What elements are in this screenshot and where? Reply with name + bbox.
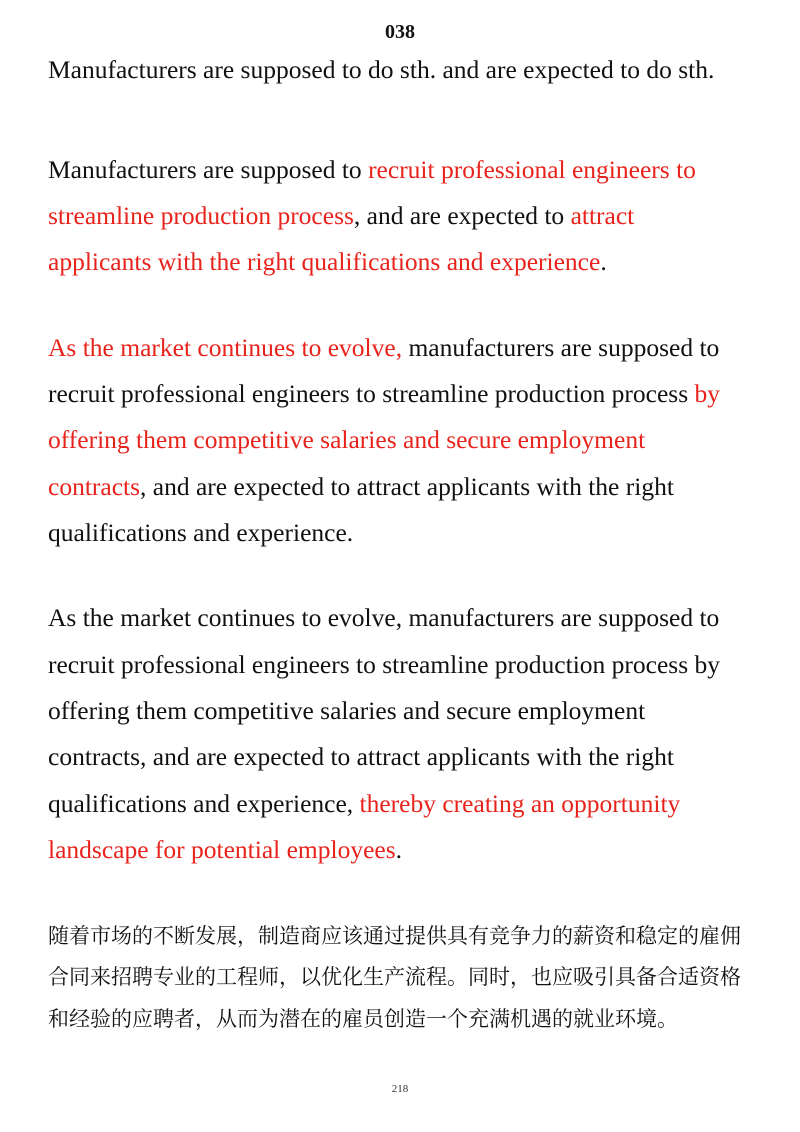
paragraph-2-line-2 <box>48 378 720 410</box>
chinese-line-3: 和经验的应聘者，从而为潜在的雇员创造一个充满机遇的就业环境。 <box>48 1007 678 1031</box>
paragraph-3-line-4: contracts, and are expected to attract applicants with the right <box>48 742 674 771</box>
plain-text: . <box>395 835 403 864</box>
chinese-line-1: 随着市场的不断发展，制造商应该通过提供具有竞争力的薪资和稳定的雇佣 <box>48 924 741 948</box>
highlighted-text: thereby creating an opportunity <box>359 789 681 818</box>
paragraph-2-line-4 <box>48 471 674 503</box>
paragraph-1-line-2 <box>48 200 634 232</box>
plain-text: . <box>600 247 607 276</box>
highlighted-text: applicants with the right qualifications and experience <box>48 247 601 276</box>
highlighted-text: by <box>694 379 721 408</box>
plain-text: Manufacturers are supposed to <box>48 155 369 184</box>
page-header-number: 038 <box>385 21 415 43</box>
chinese-line-2: 合同来招聘专业的工程师，以优化生产流程。同时，也应吸引具备合适资格 <box>48 965 741 989</box>
paragraph-2-line-5: qualifications and experience. <box>48 518 354 547</box>
paragraph-2-line-3: offering them competitive salaries and secure employment <box>48 425 646 454</box>
paragraph-2-line-1 <box>48 332 719 364</box>
paragraph-3-line-6 <box>48 834 402 866</box>
plain-text: manufacturers are supposed to <box>402 333 720 362</box>
highlighted-text: streamline production process <box>48 201 354 230</box>
page-footer-number: 218 <box>391 1083 409 1095</box>
highlighted-text: As the market continues to evolve, <box>48 333 403 362</box>
plain-text: recruit professional engineers to streamline production process <box>48 379 695 408</box>
highlighted-text: recruit professional engineers to <box>368 155 696 184</box>
highlighted-text: attract <box>570 201 635 230</box>
paragraph-1-line-1 <box>48 154 696 186</box>
plain-text: qualifications and experience, <box>48 789 360 818</box>
plain-text: , and are expected to <box>353 201 571 230</box>
paragraph-3-line-3: offering them competitive salaries and secure employment <box>48 696 646 725</box>
highlighted-text: contracts <box>48 472 141 501</box>
paragraph-3-line-5 <box>48 788 680 820</box>
paragraph-3-line-2: recruit professional engineers to streamline production process by <box>48 650 721 679</box>
paragraph-1-line-3 <box>48 246 607 278</box>
highlighted-text: landscape for potential employees <box>48 835 396 864</box>
template-sentence: Manufacturers are supposed to do sth. and are expected to do sth. <box>48 55 715 84</box>
plain-text: , and are expected to attract applicants with the right <box>140 472 674 501</box>
paragraph-3-line-1: As the market continues to evolve, manufacturers are supposed to <box>48 603 720 632</box>
